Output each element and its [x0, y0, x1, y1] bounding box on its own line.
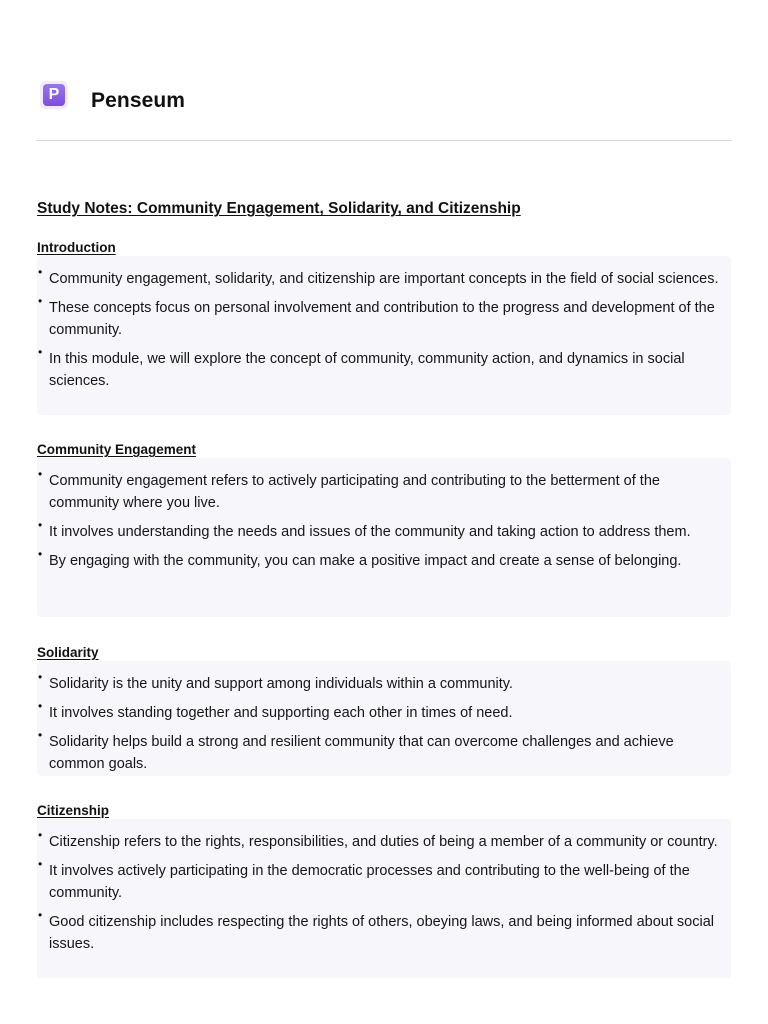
- bullet-text: Citizenship refers to the rights, responsibilities, and duties of being a member of a community or country.: [49, 834, 718, 850]
- app-header: [0, 0, 768, 141]
- bullet-icon: •: [38, 265, 43, 279]
- bullet-text: By engaging with the community, you can make a positive impact and create a sense of belonging.: [49, 553, 682, 569]
- app-name: Penseum: [91, 89, 186, 112]
- logo-letter: P: [43, 84, 65, 106]
- section-citizenship: [37, 819, 731, 978]
- header-divider: [36, 140, 732, 141]
- bullet-list: [37, 819, 731, 955]
- bullet-text: It involves standing together and supporting each other in times of need.: [49, 705, 513, 721]
- list-item: [37, 547, 719, 572]
- bullet-icon: •: [38, 857, 43, 871]
- list-item: [37, 699, 719, 724]
- section-heading-citizenship: Citizenship: [37, 803, 110, 818]
- section-heading-community-engagement: Community Engagement: [37, 442, 197, 457]
- list-item: [37, 857, 719, 904]
- section-solidarity: [37, 661, 731, 776]
- bullet-icon: •: [38, 908, 43, 922]
- bullet-text: Community engagement, solidarity, and citizenship are important concepts in the field of social sciences.: [49, 271, 719, 287]
- bullet-icon: •: [38, 699, 43, 713]
- list-item: [37, 828, 719, 853]
- bullet-text: In this module, we will explore the concept of community, community action, and dynamics in social sciences.: [49, 351, 685, 389]
- list-item: [37, 294, 719, 341]
- bullet-text: These concepts focus on personal involvement and contribution to the progress and development of the community.: [49, 300, 715, 338]
- penseum-logo-icon[interactable]: [40, 81, 68, 109]
- list-item: [37, 265, 719, 290]
- bullet-text: Community engagement refers to actively participating and contributing to the betterment of the community where you live.: [49, 473, 660, 511]
- section-heading-introduction: Introduction: [37, 240, 116, 255]
- bullet-text: Solidarity helps build a strong and resilient community that can overcome challenges and achieve common goals.: [49, 734, 674, 772]
- bullet-icon: •: [38, 294, 43, 308]
- list-item: [37, 467, 719, 514]
- bullet-list: [37, 661, 731, 775]
- bullet-list: [37, 256, 731, 392]
- bullet-icon: •: [38, 467, 43, 481]
- section-community-engagement: [37, 458, 731, 617]
- list-item: [37, 518, 719, 543]
- section-heading-solidarity: Solidarity: [37, 645, 99, 660]
- bullet-text: It involves understanding the needs and issues of the community and taking action to address them.: [49, 524, 691, 540]
- document-title: Study Notes: Community Engagement, Solidarity, and Citizenship: [37, 200, 521, 217]
- bullet-icon: •: [38, 728, 43, 742]
- bullet-list: [37, 458, 731, 572]
- bullet-icon: •: [38, 518, 43, 532]
- section-introduction: [37, 256, 731, 415]
- bullet-icon: •: [38, 345, 43, 359]
- list-item: [37, 908, 719, 955]
- bullet-icon: •: [38, 828, 43, 842]
- bullet-text: Good citizenship includes respecting the rights of others, obeying laws, and being informed about social issues.: [49, 914, 714, 952]
- list-item: [37, 728, 719, 775]
- list-item: [37, 670, 719, 695]
- list-item: [37, 345, 719, 392]
- bullet-icon: •: [38, 547, 43, 561]
- bullet-text: Solidarity is the unity and support among individuals within a community.: [49, 676, 513, 692]
- bullet-text: It involves actively participating in the democratic processes and contributing to the well-being of the community.: [49, 863, 690, 901]
- bullet-icon: •: [38, 670, 43, 684]
